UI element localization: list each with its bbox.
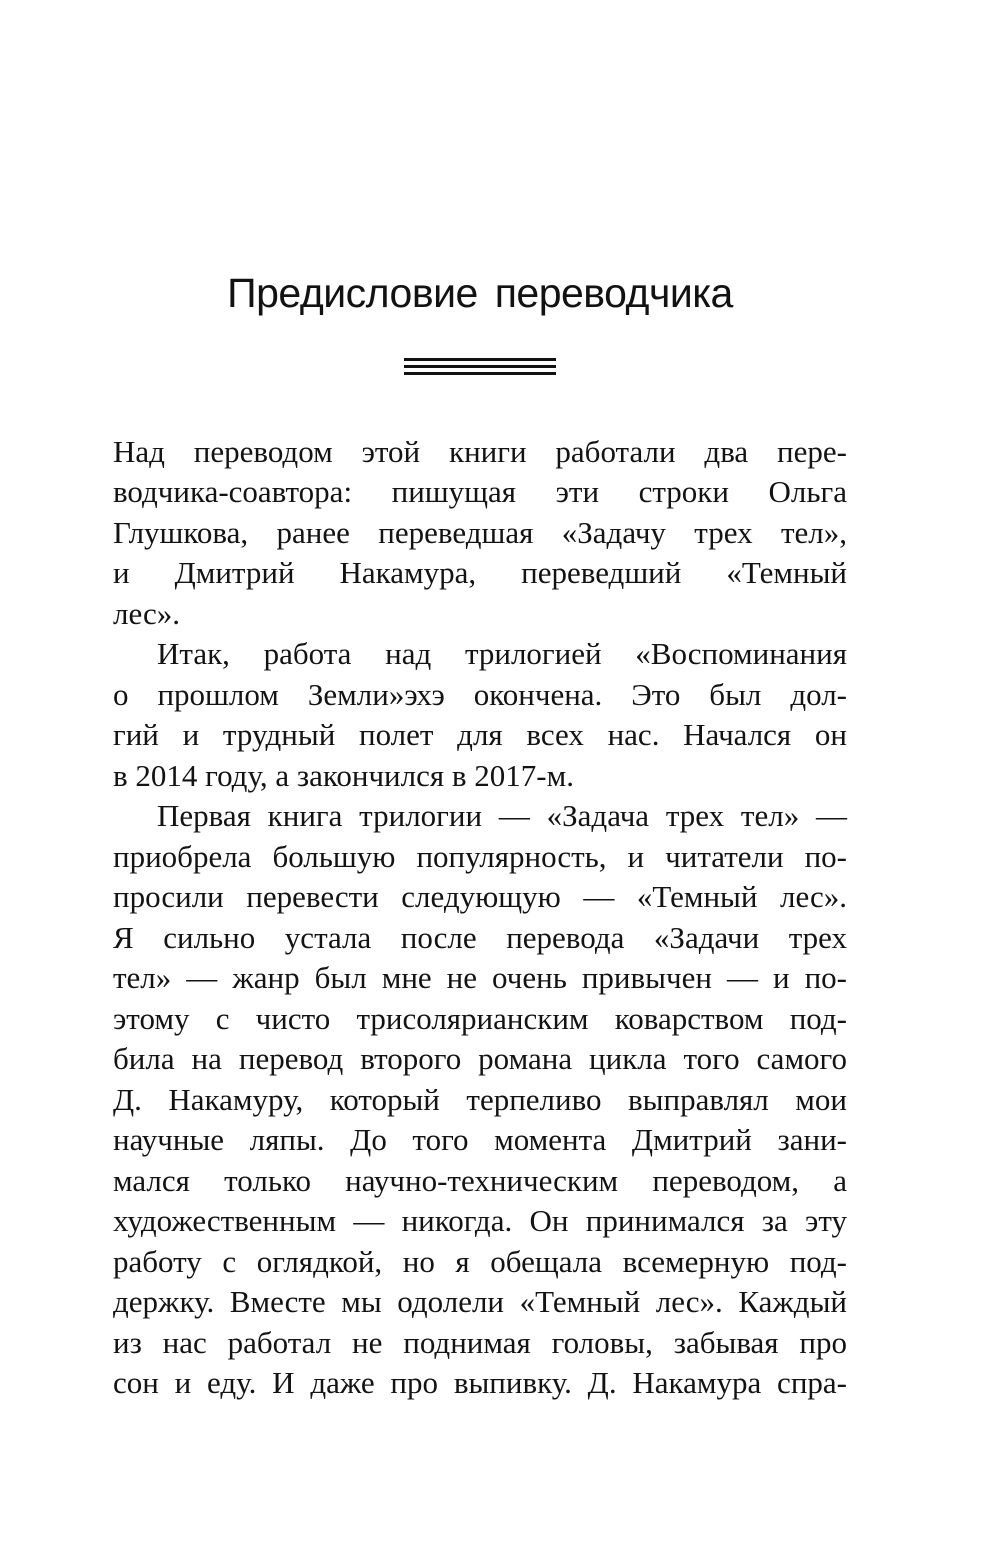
text-line: Итак, работа над трилогией «Воспоминания bbox=[157, 636, 847, 672]
text-line: из нас работал не поднимая головы, забывая про bbox=[113, 1324, 847, 1360]
divider-line bbox=[404, 358, 556, 361]
paragraph bbox=[113, 796, 847, 1404]
text-line: Первая книга трилогии — «Задача трех тел» — bbox=[157, 798, 847, 834]
text-line: тел» — жанр был мне не очень привычен — и по- bbox=[113, 960, 847, 996]
text-line: мался только научно-техническим переводом, а bbox=[113, 1162, 847, 1198]
text-line: держку. Вместе мы одолели «Темный лес». Каждый bbox=[113, 1284, 847, 1320]
body-text bbox=[113, 432, 847, 1404]
chapter-title: Предисловие переводчика bbox=[227, 270, 733, 316]
text-line: била на перевод второго романа цикла того самого bbox=[113, 1041, 847, 1077]
text-line: лес». bbox=[113, 595, 181, 631]
text-line: сон и еду. И даже про выпивку. Д. Накамура спра- bbox=[113, 1365, 847, 1401]
divider-line bbox=[404, 372, 556, 375]
text-line: гий и трудный полет для всех нас. Начался он bbox=[113, 717, 847, 753]
text-line: Д. Накамуру, который терпеливо выправлял мои bbox=[113, 1081, 847, 1117]
section-divider bbox=[404, 358, 556, 375]
paragraph bbox=[113, 432, 847, 635]
text-line: о прошлом Земли»эхэ окончена. Это был дол- bbox=[113, 676, 847, 712]
text-line: и Дмитрий Накамура, переведший «Темный bbox=[113, 555, 847, 591]
text-line: водчика-соавтора: пишущая эти строки Ольга bbox=[113, 474, 847, 510]
paragraph bbox=[113, 634, 847, 796]
text-line: Я сильно устала после перевода «Задачи трех bbox=[113, 919, 847, 955]
text-line: приобрела большую популярность, и читатели по- bbox=[113, 838, 847, 874]
text-line: просили перевести следующую — «Темный лес». bbox=[113, 879, 847, 915]
text-line: Над переводом этой книги работали два пере- bbox=[113, 433, 847, 469]
divider-line bbox=[404, 365, 556, 368]
text-line: художественным — никогда. Он принимался за эту bbox=[113, 1203, 847, 1239]
text-line: работу с оглядкой, но я обещала всемерную под- bbox=[113, 1243, 847, 1279]
text-line: Глушкова, ранее переведшая «Задачу трех тел», bbox=[113, 514, 847, 550]
text-line: этому с чисто трисолярианским коварством под- bbox=[113, 1000, 847, 1036]
text-line: в 2014 году, а закончился в 2017-м. bbox=[113, 757, 574, 793]
text-line: научные ляпы. До того момента Дмитрий зани- bbox=[113, 1122, 847, 1158]
